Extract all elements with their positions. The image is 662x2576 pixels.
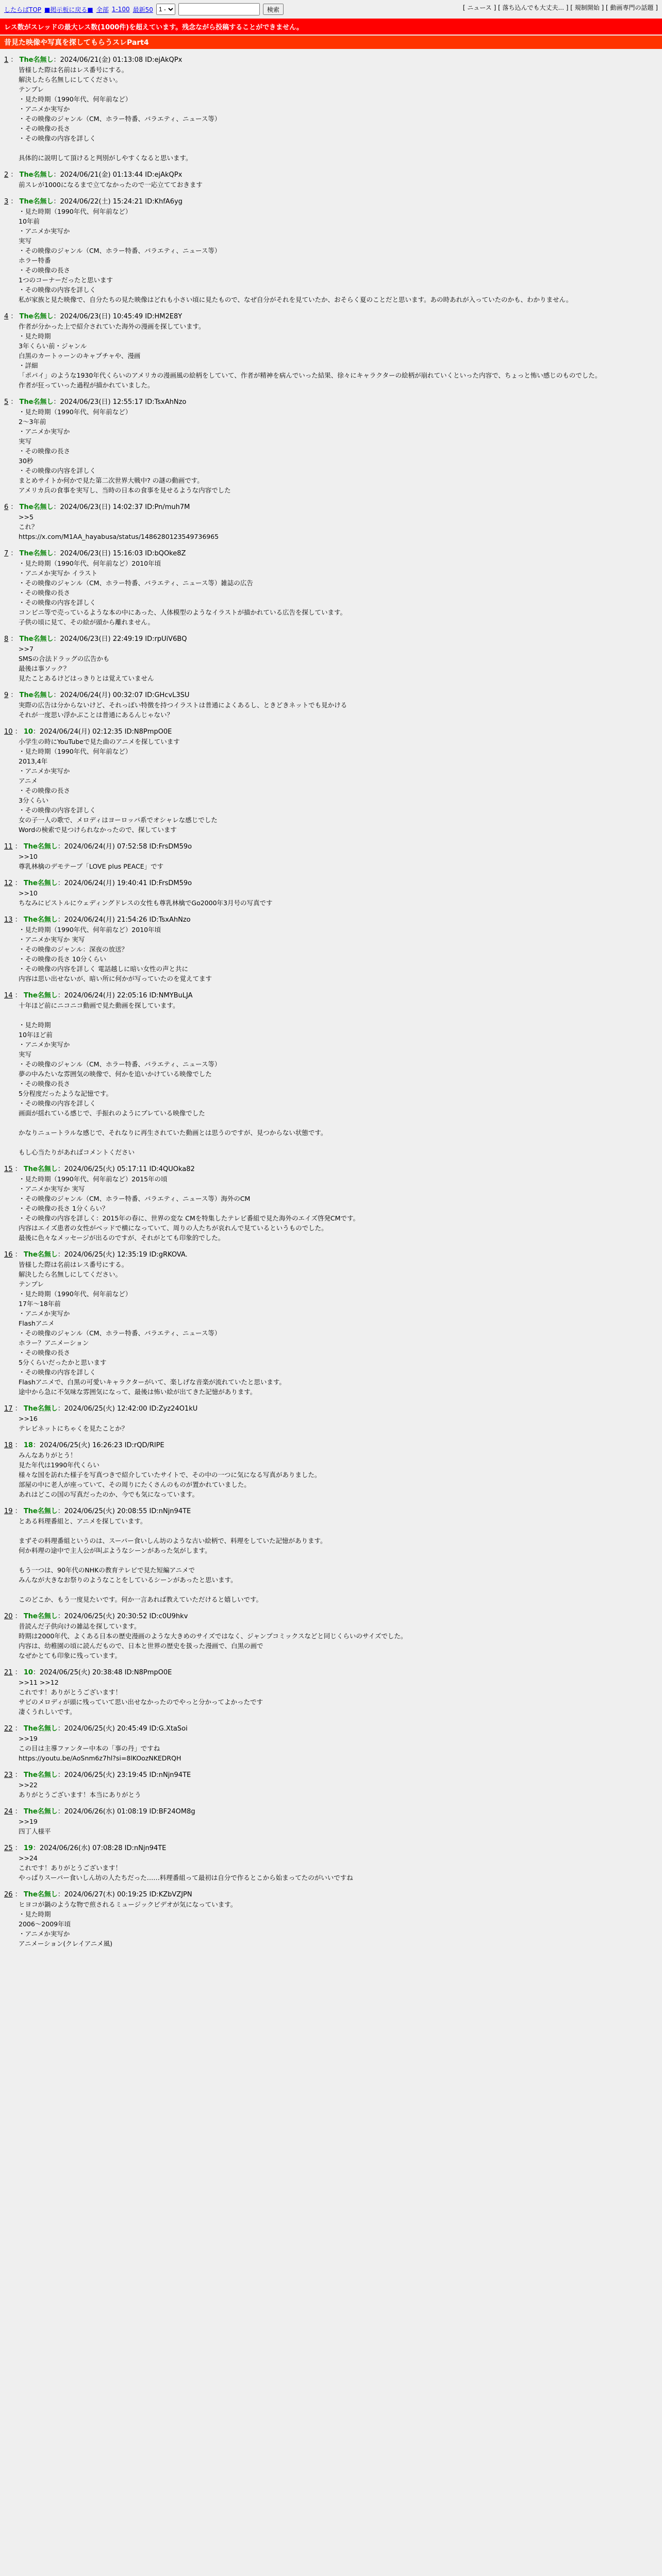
post-author-name: The名無し (19, 171, 54, 179)
post-meta: 2024/06/23(日) 15:16:03 ID:bQOke8Z (60, 550, 186, 557)
post-body: >>11 >>12 これです！ありがとうございます！ サビのメロディが頭に残っていて思い出せなかったのでやっと分かってよかったです 凄くうれしいです。 (19, 1679, 263, 1716)
post-number-link[interactable]: 20 (4, 1613, 13, 1620)
post-meta: 2024/06/24(月) 00:32:07 ID:GHcvL3SU (60, 691, 190, 699)
post-body: みんなありがとう！ 見た年代は1990年代くらい 様々な国を訪れた様子を写真つきで紹介していたサイトで、その中の一つに気になる写真がありました。 部屋の中に老人が座っていて、その周りにたくさんのものが置かれていました。 あれはどこの国の写真だったのか、今でも気になっています。 (19, 1451, 321, 1498)
post-number-link[interactable]: 23 (4, 1771, 13, 1779)
search-input[interactable] (178, 3, 260, 15)
topbar-right-links[interactable]: [ ニュース ] [ 落ち込んでも大丈夫... ] [ 規制開始 ] [ 動画専門の話題 ] (462, 4, 658, 11)
post-number-link[interactable]: 21 (4, 1669, 13, 1676)
post (4, 841, 658, 871)
post-header: 25 ： 19：2024/06/26(水) 07:08:28 ID:nNjn94TE (4, 1844, 167, 1852)
post-number-link[interactable]: 26 (4, 1891, 13, 1899)
post-body: 作者が分かった上で紹介されていた海外の漫画を探しています。 ・見た時期 3年くらい前・ジャンル 白黒のカートゥーンのキャプチャや、漫画 ・詳細 「ポパイ」のような1930年代くらいのアメリカの漫画風の絵柄をしていて、作者が精神を病んでいった結果、徐々にキャラクターの絵柄が崩れていくといった内容で、ちょっと怖い感じのものでした。 作者が狂っていった過程が描かれていました。 (19, 323, 602, 389)
post-number-link[interactable]: 18 (4, 1442, 13, 1449)
post-number-link[interactable]: 4 (4, 313, 9, 320)
back-to-board-link[interactable]: ■掲示板に戻る■ (44, 6, 93, 13)
post (4, 501, 658, 541)
post (4, 689, 658, 720)
max-posts-notice: レス数がスレッドの最大レス数(1000件)を超えています。残念ながら投稿することができません。 (0, 19, 662, 35)
post-body: ・見た時期（1990年代、何年前など）2010年頃 ・アニメか実写か イラスト ・その映像のジャンル（CM、ホラー特番、バラエティ、ニュース等）雑誌の広告 ・その映像の長さ ・その映像の内容を詳しく コンビニ等で売っているような本の中にあった、人体模型のようなイラストが描かれている広告を探しています。 子供の頃に見て、その絵が頭から離れません。 (19, 560, 347, 626)
post-author-name: The名無し (23, 1891, 58, 1899)
post-header: 10 ： 10：2024/06/24(月) 02:12:35 ID:N8PmpO0E (4, 728, 172, 736)
post-number-link[interactable]: 12 (4, 879, 13, 887)
post-body: ・見た時期（1990年代、何年前など） 10年前 ・アニメか実写か 実写 ・その映像のジャンル（CM、ホラー特番、バラエティ、ニュース等） ホラー特番 ・その映像の長さ 1つのコーナーだったと思います ・その映像の内容を詳しく 私が家族と見た映像で、自分たちの見た映像はどれも小さい頃に見たもので、なぜ自分がそれを見ていたか、おそらく夏のことだと思います。あの時あれが入っていたのかも、わかりません。 (19, 208, 573, 303)
post-number-link[interactable]: 25 (4, 1844, 13, 1852)
post-number-link[interactable]: 11 (4, 843, 13, 851)
post-author-name: The名無し (23, 879, 58, 887)
post (4, 1249, 658, 1397)
post (4, 311, 658, 390)
post-header: 4 ： The名無し：2024/06/23(日) 10:45:49 ID:HM2E8Y (4, 313, 183, 320)
latest-50-link[interactable]: 最新50 (133, 6, 153, 13)
post (4, 633, 658, 683)
post-number-link[interactable]: 2 (4, 171, 9, 179)
post-header: 6 ： The名無し：2024/06/23(日) 14:02:37 ID:Pn/muh7M (4, 503, 190, 511)
post-body: >>19 四丁人様平 (19, 1818, 51, 1835)
post-author-name: The名無し (19, 56, 54, 64)
post-header: 3 ： The名無し：2024/06/22(土) 15:24:21 ID:KhfA6yg (4, 198, 183, 206)
post (4, 726, 658, 835)
range-link[interactable]: 1-100 (111, 6, 130, 13)
post-body: >>10 ちなみにピストルにウェディングドレスの女性も尊乳林檎でGo2000年3月号の写真です (19, 889, 273, 907)
post-author-name: The名無し (19, 550, 54, 557)
post-meta: 2024/06/24(月) 21:54:26 ID:TsxAhNzo (64, 916, 191, 924)
post-body: 実際の広告は分からないけど、それっぽい特徴を持つイラストは普通によくあるし、ときどきネットでも見かける それが一度思い浮かぶことは普通にあるんじゃない？ (19, 701, 347, 719)
post-header: 23 ： The名無し：2024/06/25(火) 23:19:45 ID:nNjn94TE (4, 1771, 191, 1779)
post (4, 54, 658, 163)
post-meta: 2024/06/24(月) 07:52:58 ID:FrsDM59o (64, 843, 192, 851)
post-meta: 2024/06/23(日) 12:55:17 ID:TsxAhNzo (60, 398, 187, 406)
post-number-link[interactable]: 9 (4, 691, 9, 699)
post-author-name: The名無し (23, 1771, 58, 1779)
post (4, 1842, 658, 1883)
post-header: 15 ： The名無し：2024/06/25(火) 05:17:11 ID:4QUOka82 (4, 1165, 195, 1173)
post-number-link[interactable]: 10 (4, 728, 13, 736)
post-header: 26 ： The名無し：2024/06/27(木) 00:19:25 ID:KZbVZJPN (4, 1891, 192, 1899)
post (4, 1505, 658, 1604)
post-body: >>24 これです！ありがとうございます！ やっぱりスーパー食いしん坊の人たちだった……料理番組って最初は自分で作るとこから始まってたのがいいですね (19, 1854, 353, 1882)
post-author-name: The名無し (19, 398, 54, 406)
post-number-link[interactable]: 3 (4, 198, 9, 206)
post-body: 皆様した際は名前はレス番号にする。 解決したら名無しにしてください。 テンプレ ・見た時期（1990年代、何年前など） 17年〜18年前 ・アニメか実写か Flashアニメ ・その映像のジャンル（CM、ホラー特番、バラエティ、ニュース等） ホラー？アニメーション ・その映像の長さ 5分くらいだったかと思います ・その映像の内容を詳しく Flashアニメで、白黒の可愛いキャラクターがいて、楽しげな音楽が流れていたと思います。 途中から急に不気味な雰囲気になって、最後は怖い絵が出てきた記憶があります。 (19, 1261, 286, 1396)
post-body: ・見た時期（1990年代、何年前など） 2〜3年前 ・アニメか実写か 実写 ・その映像の長さ 30秒 ・その映像の内容を詳しく まとめサイトか何かで見た第二次世界大戦中? の謎の動画です。 アメリカ兵の食事を実写し、当時の日本の食事を見せるような内容でした (19, 408, 231, 494)
post-meta: 2024/06/25(火) 05:17:11 ID:4QUOka82 (64, 1165, 195, 1173)
post-body: >>19 この目は主導ファンター中本の「事の丹」ですね https://youtu.be/AoSnm6z7hl?si=8lKOozNKEDRQH (19, 1735, 181, 1762)
post-body: とある料理番組と、アニメを探しています。 まずその料理番組というのは、スーパー食いしん坊のような古い絵柄で、料理をしていた記憶があります。 何か料理の途中で主人公が叫ぶようなシーンがあった気がします。 もう一つは、90年代のNHKの教育テレビで見た短編アニメで みんなが大きなお祭りのようなことをしているシーンがあったと思います。 このどこか、もう一度見たいです。何か一言あれば教えていただけると嬉しいです。 (19, 1517, 327, 1603)
post-number-link[interactable]: 24 (4, 1808, 13, 1816)
post-header: 1 ： The名無し：2024/06/21(金) 01:13:08 ID:ejAkQPx (4, 56, 183, 64)
post-meta: 2024/06/24(月) 22:05:16 ID:NMYBuLJA (64, 992, 193, 999)
post-meta: 2024/06/23(日) 10:45:49 ID:HM2E8Y (60, 313, 183, 320)
post (4, 1769, 658, 1800)
post-meta: 2024/06/26(水) 07:08:28 ID:nNjn94TE (39, 1844, 167, 1852)
thread-posts (0, 54, 662, 1948)
post-meta: 2024/06/25(火) 20:08:55 ID:nNjn94TE (64, 1507, 191, 1515)
post (4, 396, 658, 495)
post (4, 1667, 658, 1717)
post (4, 548, 658, 627)
post-header: 19 ： The名無し：2024/06/25(火) 20:08:55 ID:nNjn94TE (4, 1507, 191, 1515)
post-meta: 2024/06/25(火) 20:45:49 ID:G.XtaSoi (64, 1725, 188, 1733)
post-header: 14 ： The名無し：2024/06/24(月) 22:05:16 ID:NMYBuLJA (4, 992, 193, 999)
post-body: ・見た時期（1990年代、何年前など）2015年の頃 ・アニメか実写か 実写 ・その映像のジャンル（CM、ホラー特番、バラエティ、ニュース等）海外のCM ・その映像の長さ 1分くらい？ ・その映像の内容を詳しく：2015年の春に、世界の変な CMを特集したテレビ番組で見た海外のエイズ啓発CMです。 内容はエイズ患者の女性がベッドで横になっていて、周りの人たちが哀れんで見ているというものでした。 最後に色々なメッセージが出るのですが、それがとても印象的でした。 (19, 1175, 359, 1242)
post-meta: 2024/06/25(火) 20:38:48 ID:N8PmpO0E (39, 1669, 172, 1676)
post-header: 8 ： The名無し：2024/06/23(日) 22:49:19 ID:rpUiV6BQ (4, 635, 187, 643)
topbar (0, 0, 662, 16)
post-body: ヒヨコが鍋のような物で煎されるミュージックビデオが気になっています。 ・見た時期 2006〜2009年頃 ・アニメか実写か アニメーション(クレイアニメ風) (19, 1901, 237, 1947)
post-body: >>7 SMSの合法ドラッグの広告かも 最後は事ソック？ 見たことあるけどはっきりとは覚えていません (19, 645, 154, 682)
post-number-link[interactable]: 13 (4, 916, 13, 924)
post-meta: 2024/06/22(土) 15:24:21 ID:KhfA6yg (60, 198, 183, 206)
post (4, 1439, 658, 1499)
post (4, 1889, 658, 1948)
post (4, 914, 658, 984)
post-header: 5 ： The名無し：2024/06/23(日) 12:55:17 ID:TsxAhNzo (4, 398, 187, 406)
post-author-name: The名無し (23, 1613, 58, 1620)
post-header: 9 ： The名無し：2024/06/24(月) 00:32:07 ID:GHcvL3SU (4, 691, 190, 699)
post (4, 990, 658, 1157)
post-author-name: 10 (23, 728, 33, 736)
post-number-link[interactable]: 22 (4, 1725, 13, 1733)
post-author-name: The名無し (19, 313, 54, 320)
search-button[interactable]: 検索 (263, 4, 284, 15)
topbar-nav (4, 3, 284, 15)
board-top-link[interactable]: したらばTOP (4, 6, 42, 13)
post-author-name: The名無し (23, 1507, 58, 1515)
post-number-link[interactable]: 19 (4, 1507, 13, 1515)
post-author-name: The名無し (23, 1251, 58, 1259)
post-meta: 2024/06/23(日) 14:02:37 ID:Pn/muh7M (60, 503, 190, 511)
post-header: 20 ： The名無し：2024/06/25(火) 20:30:52 ID:c0U9hkv (4, 1613, 188, 1620)
post-meta: 2024/06/21(金) 01:13:08 ID:ejAkQPx (60, 56, 183, 64)
all-posts-link[interactable]: 全部 (96, 6, 109, 13)
post (4, 196, 658, 304)
post-number-link[interactable]: 8 (4, 635, 9, 643)
post (4, 1806, 658, 1836)
thread-title: 昔見た映像や写真を探してもらうスレPart4 (0, 36, 662, 49)
post-meta: 2024/06/21(金) 01:13:44 ID:ejAkQPx (60, 171, 183, 179)
post-author-name: 18 (23, 1442, 33, 1449)
post-header: 12 ： The名無し：2024/06/24(月) 19:40:41 ID:FrsDM59o (4, 879, 192, 887)
post-header: 18 ： 18：2024/06/25(火) 16:26:23 ID:rQD/RIPE (4, 1442, 164, 1449)
post-number-link[interactable]: 14 (4, 992, 13, 999)
post-number-link[interactable]: 5 (4, 398, 9, 406)
post-author-name: The名無し (23, 1405, 58, 1413)
post-author-name: The名無し (23, 1725, 58, 1733)
post-author-name: 10 (23, 1669, 33, 1676)
post (4, 1163, 658, 1243)
post-author-name: 19 (23, 1844, 33, 1852)
post-body: 十年ほど前にニコニコ動画で見た動画を探しています。 ・見た時期 10年ほど前 ・アニメか実写か 実写 ・その映像のジャンル（CM、ホラー特番、バラエティ、ニュース等） 夢の中みたいな雰囲気の映像で、何かを追いかけている映像でした ・その映像の長さ 5分程度だったような記憶です。 ・その映像の内容を詳しく 画面が揺れている感じで、手振れのようにブレている映像でした かなりニュートラルな感じで、それなりに再生されていた動画とは思うのですが、見つからない状態です。 もし心当たりがあればコメントください (19, 1002, 327, 1156)
post-body: >>5 これ？ https://x.com/M1AA_hayabusa/status/1486280123549736965 (19, 513, 219, 540)
post-author-name: The名無し (23, 843, 58, 851)
post-meta: 2024/06/27(木) 00:19:25 ID:KZbVZJPN (64, 1891, 192, 1899)
post-meta: 2024/06/25(火) 12:35:19 ID:gRKOVA. (64, 1251, 188, 1259)
post-header: 17 ： The名無し：2024/06/25(火) 12:42:00 ID:Zyz24O1kU (4, 1405, 198, 1413)
post-body: >>22 ありがとうございます！本当にありがとう (19, 1781, 141, 1799)
post-author-name: The名無し (19, 635, 54, 643)
post-number-link[interactable]: 7 (4, 550, 9, 557)
post-meta: 2024/06/24(月) 19:40:41 ID:FrsDM59o (64, 879, 192, 887)
post-author-name: The名無し (23, 1165, 58, 1173)
post-meta: 2024/06/24(月) 02:12:35 ID:N8PmpO0E (39, 728, 172, 736)
post-meta: 2024/06/25(火) 23:19:45 ID:nNjn94TE (64, 1771, 191, 1779)
post-body: 昔読んだ子供向けの雑誌を探しています。 時期は2000年代、よくある日本の歴史漫画のような大きめのサイズではなく、ジャンプコミックスなどと同じくらいのサイズでした。 内容は、幼稚園の頃に読んだもので、日本と世界の歴史を扱った漫画で、白黒の画で なぜかとても印象に残っています。 (19, 1622, 407, 1659)
post-header: 16 ： The名無し：2024/06/25(火) 12:35:19 ID:gRKOVA. (4, 1251, 188, 1259)
post-author-name: The名無し (19, 503, 54, 511)
post (4, 1403, 658, 1433)
post-body: 前スレが1000になるまで立てなかったので一応立てておきます (19, 181, 203, 189)
post (4, 1611, 658, 1660)
post (4, 169, 658, 190)
post-meta: 2024/06/25(火) 16:26:23 ID:rQD/RIPE (39, 1442, 164, 1449)
post-header: 13 ： The名無し：2024/06/24(月) 21:54:26 ID:TsxAhNzo (4, 916, 191, 924)
range-select[interactable] (156, 4, 175, 15)
post-body: >>16 テレビネットにちゃくを見たことか？ (19, 1415, 128, 1432)
post-author-name: The名無し (23, 1808, 58, 1816)
post (4, 1723, 658, 1763)
post-author-name: The名無し (23, 992, 58, 999)
post-number-link[interactable]: 15 (4, 1165, 13, 1173)
post-body: 皆様した際は名前はレス番号にする。 解決したら名無しにしてください。 テンプレ ・見た時期（1990年代、何年前など） ・アニメか実写か ・その映像のジャンル（CM、ホラー特番、バラエティ、ニュース等） ・その映像の長さ ・その映像の内容を詳しく 具体的に説明して頂けると判別がしやすくなると思います。 (19, 66, 221, 162)
post-body: 小学生の時にYouTubeで見た曲のアニメを探しています ・見た時期（1990年代、何年前など） 2013,4年 ・アニメか実写か アニメ ・その映像の長さ 3分くらい ・その映像の内容を詳しく 女の子一人の歌で、メロディはヨーロッパ系でオシャレな感じでした Wordの検索で見つけられなかったので、探しています (19, 738, 218, 834)
post-number-link[interactable]: 17 (4, 1405, 13, 1413)
post-number-link[interactable]: 16 (4, 1251, 13, 1259)
post-meta: 2024/06/23(日) 22:49:19 ID:rpUiV6BQ (60, 635, 187, 643)
post (4, 877, 658, 908)
post-meta: 2024/06/25(火) 12:42:00 ID:Zyz24O1kU (64, 1405, 198, 1413)
post-header: 21 ： 10：2024/06/25(火) 20:38:48 ID:N8PmpO0E (4, 1669, 172, 1676)
post-author-name: The名無し (19, 691, 54, 699)
post-header: 7 ： The名無し：2024/06/23(日) 15:16:03 ID:bQOke8Z (4, 550, 186, 557)
post-author-name: The名無し (19, 198, 54, 206)
post-number-link[interactable]: 6 (4, 503, 9, 511)
post-body: ・見た時期（1990年代、何年前など）2010年頃 ・アニメか実写か 実写 ・その映像のジャンル：深夜の放送？ ・その映像の長さ 10分くらい ・その映像の内容を詳しく 電話越しに暗い女性の声と共に 内容は思い出せないが、暗い所に何かが写っていたのを覚えてます (19, 926, 212, 982)
post-header: 11 ： The名無し：2024/06/24(月) 07:52:58 ID:FrsDM59o (4, 843, 192, 851)
post-header: 2 ： The名無し：2024/06/21(金) 01:13:44 ID:ejAkQPx (4, 171, 183, 179)
post-header: 24 ： The名無し：2024/06/26(水) 01:08:19 ID:BF24OM8g (4, 1808, 195, 1816)
post-author-name: The名無し (23, 916, 58, 924)
post-meta: 2024/06/26(水) 01:08:19 ID:BF24OM8g (64, 1808, 195, 1816)
post-number-link[interactable]: 1 (4, 56, 9, 64)
post-meta: 2024/06/25(火) 20:30:52 ID:c0U9hkv (64, 1613, 188, 1620)
post-header: 22 ： The名無し：2024/06/25(火) 20:45:49 ID:G.XtaSoi (4, 1725, 188, 1733)
post-body: >>10 尊乳林檎のデモテープ「LOVE plus PEACE」です (19, 853, 164, 870)
